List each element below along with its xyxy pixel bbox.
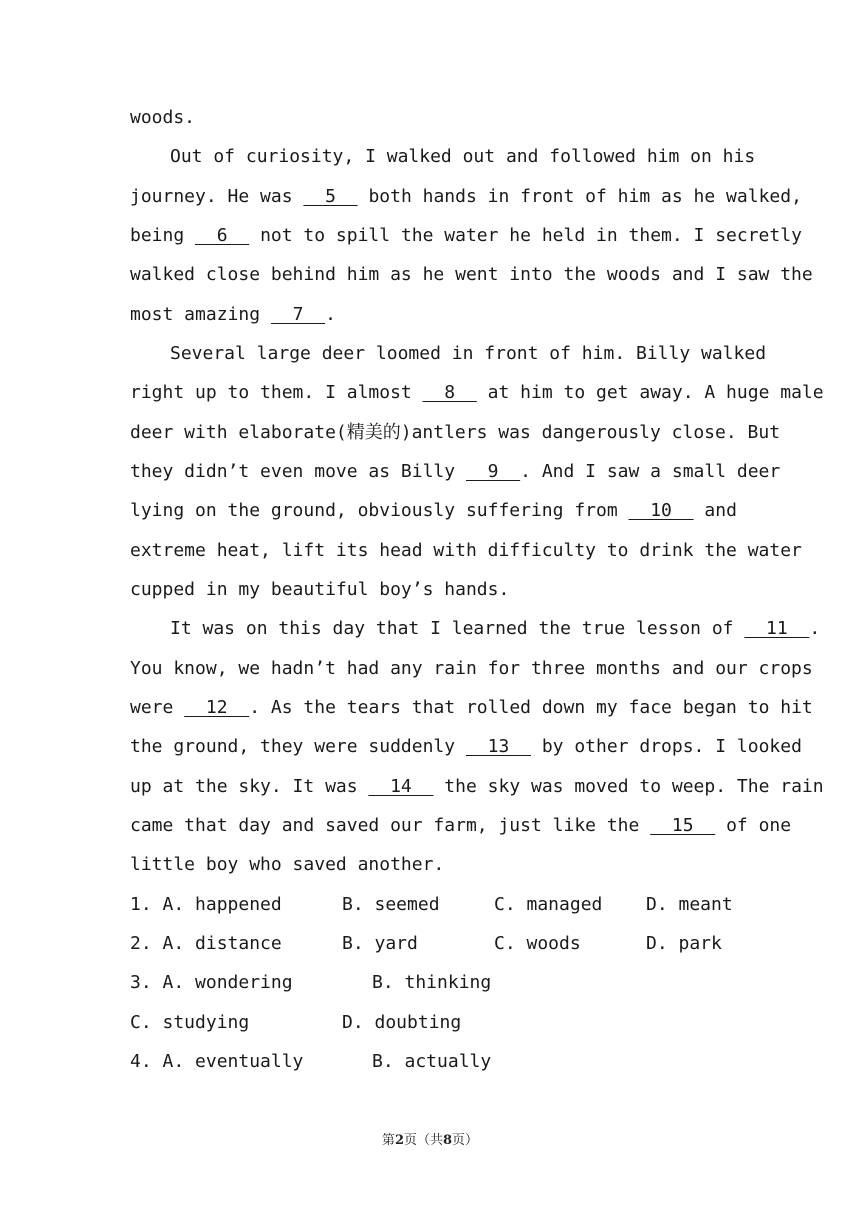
passage-line: right up to them. I almost 8 at him to get away. A huge male [130,382,824,403]
option-3d: D. doubting [342,1012,462,1033]
option-3b: B. thinking [372,972,492,993]
passage-line: the ground, they were suddenly 13 by other drops. I looked [130,736,802,757]
blank-9: 9 [465,461,521,482]
passage-line: walked close behind him as he went into the woods and I saw the [130,264,813,285]
option-2d: D. park [646,933,722,954]
blank-10: 10 [628,500,694,521]
page-number: 2 [394,1133,404,1148]
blank-15: 15 [650,815,716,836]
passage-line: were 12 . As the tears that rolled down my face began to hit [130,697,813,718]
passage-line: Several large deer loomed in front of him. Billy walked [170,343,767,364]
blank-11: 11 [744,618,810,639]
passage-line: It was on this day that I learned the true lesson of 11 . [170,618,821,639]
passage-line: up at the sky. It was 14 the sky was moved to weep. The rain [130,776,824,797]
option-1b: B. seemed [342,894,440,915]
blank-13: 13 [465,736,531,757]
option-4a: 4. A. eventually [130,1051,304,1072]
passage-line: little boy who saved another. [130,854,445,875]
option-3a: 3. A. wondering [130,972,293,993]
option-1d: D. meant [646,894,733,915]
blank-7: 7 [270,304,326,325]
option-2b: B. yard [342,933,418,954]
passage-line: most amazing 7 . [130,304,336,325]
option-1a: 1. A. happened [130,894,282,915]
option-4b: B. actually [372,1051,492,1072]
passage-line: being 6 not to spill the water he held in them. I secretly [130,225,802,246]
passage-line: cupped in my beautiful boy’s hands. [130,579,510,600]
option-2c: C. woods [494,933,581,954]
passage-line: came that day and saved our farm, just like the 15 of one [130,815,792,836]
option-2a: 2. A. distance [130,933,282,954]
blank-8: 8 [422,382,477,403]
blank-6: 6 [195,225,250,246]
page-total: 8 [443,1133,453,1148]
option-3c: C. studying [130,1012,250,1033]
option-1c: C. managed [494,894,603,915]
passage-line: journey. He was 5 both hands in front of him as he walked, [130,186,802,207]
page-footer: 第2页（共8页） [381,1133,479,1148]
passage-line: Out of curiosity, I walked out and followed him on his [170,146,756,167]
passage-line: lying on the ground, obviously suffering from 10 and [130,500,737,521]
passage-line: deer with elaborate(精美的)antlers was dangerously close. But [130,422,781,443]
blank-5: 5 [303,186,358,207]
blank-12: 12 [184,697,250,718]
blank-14: 14 [368,776,434,797]
passage-line: extreme heat, lift its head with difficulty to drink the water [130,540,802,561]
passage-line: woods. [130,107,196,128]
passage-line: they didn’t even move as Billy 9 . And I saw a small deer [130,461,781,482]
passage-line: You know, we hadn’t had any rain for three months and our crops [130,658,813,679]
